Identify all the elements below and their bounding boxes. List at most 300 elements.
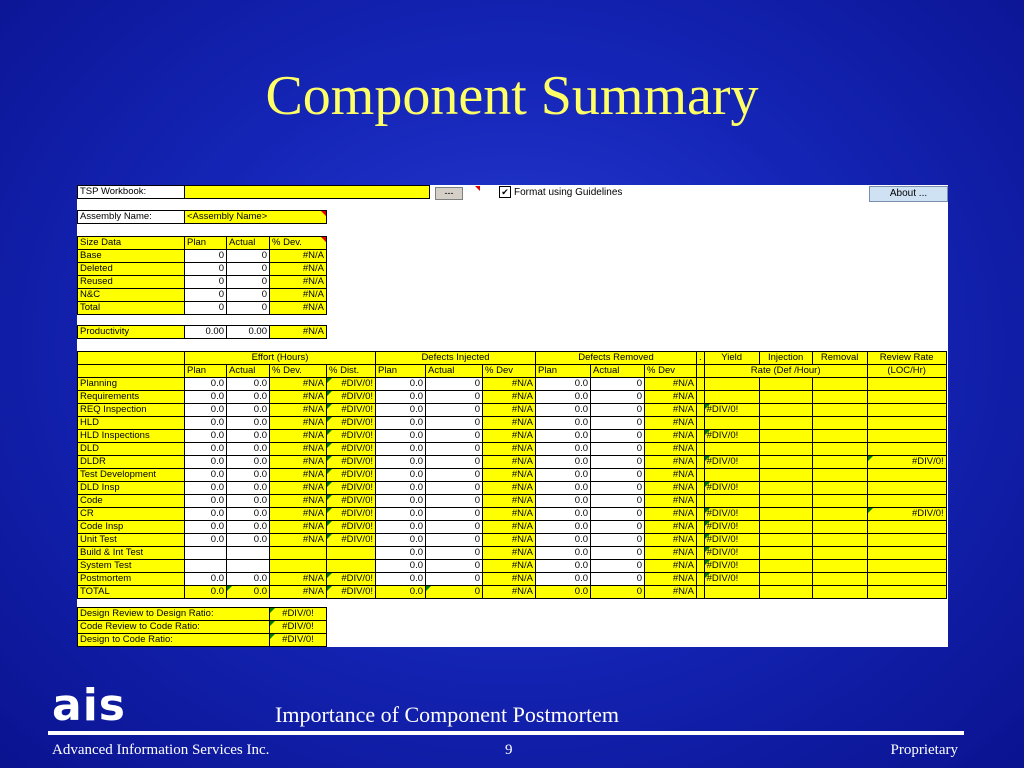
cell bbox=[867, 495, 946, 508]
cell: 0.0 bbox=[536, 495, 591, 508]
injection-cell bbox=[759, 378, 812, 391]
cell: #N/A bbox=[483, 456, 536, 469]
row-label: DLD bbox=[78, 443, 185, 456]
cell bbox=[867, 430, 946, 443]
cell[interactable]: 0 bbox=[185, 276, 227, 289]
cell: #DIV/0! bbox=[704, 482, 759, 495]
table-row bbox=[78, 573, 947, 586]
cell: 0.0 bbox=[376, 521, 426, 534]
cell: 0.0 bbox=[185, 391, 227, 404]
spacer-cell bbox=[697, 404, 705, 417]
cell: 0.0 bbox=[536, 547, 591, 560]
ais-logo: ais bbox=[52, 680, 126, 731]
cell: 0.0 bbox=[185, 586, 227, 599]
size-data-table bbox=[77, 236, 327, 315]
cell: 0.0 bbox=[376, 404, 426, 417]
injection-cell bbox=[759, 443, 812, 456]
size-header: Actual bbox=[227, 237, 270, 250]
cell: 0 bbox=[591, 404, 645, 417]
cell: 0 bbox=[426, 521, 483, 534]
cell bbox=[812, 534, 867, 547]
spacer-cell bbox=[697, 365, 705, 378]
assembly-table bbox=[77, 210, 327, 224]
cell bbox=[270, 560, 327, 573]
cell: #DIV/0! bbox=[327, 456, 376, 469]
cell bbox=[704, 378, 759, 391]
cell: 0.0 bbox=[536, 391, 591, 404]
cell: 0 bbox=[591, 495, 645, 508]
cell bbox=[704, 586, 759, 599]
cell: #DIV/0! bbox=[867, 456, 946, 469]
cell: 0 bbox=[591, 378, 645, 391]
cell: 0.0 bbox=[227, 521, 270, 534]
cell: #N/A bbox=[270, 391, 327, 404]
footer-company: Advanced Information Services Inc. bbox=[52, 742, 270, 758]
cell: 0.0 bbox=[185, 430, 227, 443]
workbook-table bbox=[77, 185, 430, 199]
cell: #DIV/0! bbox=[327, 417, 376, 430]
cell: 0 bbox=[426, 404, 483, 417]
cell: #DIV/0! bbox=[327, 495, 376, 508]
sub-header: % Dev. bbox=[270, 365, 327, 378]
row-label: Base bbox=[78, 250, 185, 263]
sub-header: Actual bbox=[426, 365, 483, 378]
cell: #N/A bbox=[270, 495, 327, 508]
injection-cell bbox=[759, 417, 812, 430]
cell: #DIV/0! bbox=[327, 443, 376, 456]
row-label: Code Insp bbox=[78, 521, 185, 534]
cell: #N/A bbox=[483, 508, 536, 521]
injection-cell bbox=[759, 547, 812, 560]
group-header: Effort (Hours) bbox=[185, 352, 376, 365]
sub-header: % Dev bbox=[483, 365, 536, 378]
cell: 0.0 bbox=[185, 534, 227, 547]
cell: 0 bbox=[591, 417, 645, 430]
table-row bbox=[78, 534, 947, 547]
spacer-cell bbox=[697, 495, 705, 508]
cell bbox=[867, 378, 946, 391]
spacer-cell bbox=[697, 560, 705, 573]
cell: #DIV/0! bbox=[704, 573, 759, 586]
cell: 0.0 bbox=[185, 521, 227, 534]
cell bbox=[185, 560, 227, 573]
cell bbox=[867, 391, 946, 404]
cell: #N/A bbox=[645, 430, 697, 443]
cell: #N/A bbox=[645, 378, 697, 391]
cell: 0 bbox=[591, 508, 645, 521]
sub-header: Actual bbox=[591, 365, 645, 378]
cell: #N/A bbox=[483, 391, 536, 404]
cell bbox=[867, 521, 946, 534]
cell: #N/A bbox=[483, 417, 536, 430]
cell: 0 bbox=[591, 456, 645, 469]
sub-header: % Dist. bbox=[327, 365, 376, 378]
cell: #N/A bbox=[483, 404, 536, 417]
cell[interactable]: 0 bbox=[227, 302, 270, 315]
ratio-row bbox=[78, 608, 327, 621]
cell bbox=[812, 560, 867, 573]
spacer-cell bbox=[697, 456, 705, 469]
cell: #N/A bbox=[645, 560, 697, 573]
cell[interactable]: 0 bbox=[227, 250, 270, 263]
cell: #DIV/0! bbox=[704, 430, 759, 443]
about-button[interactable]: About ... bbox=[869, 186, 948, 202]
ratio-row bbox=[78, 634, 327, 647]
ratio-value: #DIV/0! bbox=[270, 608, 327, 621]
cell: #N/A bbox=[483, 378, 536, 391]
cell: #N/A bbox=[483, 443, 536, 456]
cell: #N/A bbox=[645, 391, 697, 404]
cell: #DIV/0! bbox=[327, 391, 376, 404]
cell: #N/A bbox=[645, 495, 697, 508]
ratio-label: Design Review to Design Ratio: bbox=[78, 608, 270, 621]
row-label: CR bbox=[78, 508, 185, 521]
cell: #DIV/0! bbox=[704, 547, 759, 560]
cell: 0.0 bbox=[376, 573, 426, 586]
cell: 0.0 bbox=[536, 508, 591, 521]
table-row bbox=[78, 586, 947, 599]
cell: #N/A bbox=[270, 469, 327, 482]
cell bbox=[867, 534, 946, 547]
cell: #N/A bbox=[270, 573, 327, 586]
row-label: HLD bbox=[78, 417, 185, 430]
format-guidelines-checkbox[interactable] bbox=[499, 186, 622, 199]
cell: #N/A bbox=[270, 404, 327, 417]
cell: 0.0 bbox=[185, 456, 227, 469]
injection-cell bbox=[759, 391, 812, 404]
cell[interactable]: 0 bbox=[227, 263, 270, 276]
table-row bbox=[78, 430, 947, 443]
ratio-table bbox=[77, 607, 327, 647]
cell: #N/A bbox=[270, 378, 327, 391]
cell: 0 bbox=[426, 482, 483, 495]
spacer-cell bbox=[697, 378, 705, 391]
cell: 0.0 bbox=[376, 560, 426, 573]
cell bbox=[327, 560, 376, 573]
cell: #N/A bbox=[270, 289, 327, 302]
cell bbox=[812, 521, 867, 534]
cell: 0 bbox=[426, 430, 483, 443]
injection-cell bbox=[759, 508, 812, 521]
cell: 0 bbox=[426, 417, 483, 430]
table-row bbox=[78, 443, 947, 456]
cell bbox=[327, 547, 376, 560]
cell: 0.0 bbox=[227, 443, 270, 456]
cell bbox=[867, 560, 946, 573]
cell: 0.0 bbox=[227, 469, 270, 482]
cell: #DIV/0! bbox=[704, 534, 759, 547]
group-header: Removal bbox=[812, 352, 867, 365]
cell: 0 bbox=[591, 443, 645, 456]
ratio-value: #DIV/0! bbox=[270, 634, 327, 647]
group-header: Yield bbox=[704, 352, 759, 365]
row-label: HLD Inspections bbox=[78, 430, 185, 443]
cell: 0.0 bbox=[185, 469, 227, 482]
cell: 0 bbox=[591, 560, 645, 573]
cell: 0 bbox=[426, 495, 483, 508]
table-row bbox=[78, 276, 327, 289]
cell: 0.0 bbox=[185, 508, 227, 521]
cell bbox=[867, 482, 946, 495]
cell: #DIV/0! bbox=[327, 573, 376, 586]
comment-marker bbox=[475, 186, 480, 191]
cell: 0.0 bbox=[227, 482, 270, 495]
spacer-cell bbox=[697, 430, 705, 443]
cell: 0.0 bbox=[376, 495, 426, 508]
cell: 0.0 bbox=[227, 404, 270, 417]
productivity-cell: 0.00 bbox=[227, 326, 270, 339]
cell: 0.0 bbox=[536, 417, 591, 430]
cell: #N/A bbox=[483, 495, 536, 508]
cell: 0 bbox=[591, 469, 645, 482]
cell bbox=[867, 469, 946, 482]
corner-cell bbox=[78, 365, 185, 378]
cell: 0.0 bbox=[536, 560, 591, 573]
cell: #N/A bbox=[483, 482, 536, 495]
cell bbox=[704, 391, 759, 404]
cell: 0.0 bbox=[227, 417, 270, 430]
cell: #N/A bbox=[270, 521, 327, 534]
injection-cell bbox=[759, 560, 812, 573]
cell bbox=[227, 560, 270, 573]
cell: 0 bbox=[426, 534, 483, 547]
group-header: Defects Removed bbox=[536, 352, 697, 365]
cell: #DIV/0! bbox=[327, 378, 376, 391]
cell: #N/A bbox=[645, 508, 697, 521]
cell bbox=[867, 443, 946, 456]
table-row bbox=[78, 456, 947, 469]
cell: 0.0 bbox=[227, 586, 270, 599]
cell: 0.0 bbox=[185, 573, 227, 586]
cell: 0.0 bbox=[536, 586, 591, 599]
cell: 0.0 bbox=[227, 508, 270, 521]
group-header: Defects Injected bbox=[376, 352, 536, 365]
injection-cell bbox=[759, 404, 812, 417]
table-row bbox=[78, 469, 947, 482]
cell: 0.0 bbox=[536, 456, 591, 469]
cell: #N/A bbox=[270, 508, 327, 521]
cell: 0 bbox=[426, 560, 483, 573]
cell: 0.0 bbox=[185, 378, 227, 391]
cell: 0.0 bbox=[376, 586, 426, 599]
workbook-browse-button[interactable]: --- bbox=[435, 187, 463, 200]
cell: 0 bbox=[426, 573, 483, 586]
cell[interactable]: 0 bbox=[185, 263, 227, 276]
row-label: Unit Test bbox=[78, 534, 185, 547]
cell: 0.0 bbox=[227, 573, 270, 586]
cell: 0.0 bbox=[376, 482, 426, 495]
table-row bbox=[78, 263, 327, 276]
table-row bbox=[78, 547, 947, 560]
cell bbox=[867, 417, 946, 430]
group-header: Review Rate bbox=[867, 352, 946, 365]
cell: #DIV/0! bbox=[704, 508, 759, 521]
row-label: REQ Inspection bbox=[78, 404, 185, 417]
cell: 0.0 bbox=[185, 495, 227, 508]
cell bbox=[812, 495, 867, 508]
injection-cell bbox=[759, 482, 812, 495]
injection-cell bbox=[759, 469, 812, 482]
cell: #N/A bbox=[270, 443, 327, 456]
cell: 0.0 bbox=[376, 456, 426, 469]
cell: 0.0 bbox=[376, 391, 426, 404]
cell: 0.0 bbox=[227, 495, 270, 508]
spacer-cell bbox=[697, 391, 705, 404]
cell: #DIV/0! bbox=[327, 534, 376, 547]
cell: #N/A bbox=[645, 456, 697, 469]
cell: 0.0 bbox=[376, 547, 426, 560]
checkbox-label: Format using Guidelines bbox=[514, 187, 623, 198]
cell bbox=[812, 508, 867, 521]
cell: #N/A bbox=[645, 547, 697, 560]
cell bbox=[812, 456, 867, 469]
cell: #DIV/0! bbox=[704, 456, 759, 469]
row-label: Requirements bbox=[78, 391, 185, 404]
cell: #N/A bbox=[270, 586, 327, 599]
cell: #N/A bbox=[645, 469, 697, 482]
sub-header: % Dev bbox=[645, 365, 697, 378]
cell bbox=[704, 417, 759, 430]
group-header: Injection bbox=[759, 352, 812, 365]
cell: 0 bbox=[591, 391, 645, 404]
table-row bbox=[78, 482, 947, 495]
row-label: Test Development bbox=[78, 469, 185, 482]
cell[interactable]: 0 bbox=[185, 302, 227, 315]
table-row bbox=[78, 378, 947, 391]
size-header: Size Data bbox=[78, 237, 185, 250]
checkbox-box[interactable]: ✔ bbox=[499, 186, 511, 198]
cell: 0.0 bbox=[536, 430, 591, 443]
cell: 0 bbox=[591, 521, 645, 534]
workbook-input[interactable] bbox=[185, 186, 430, 199]
cell: 0.0 bbox=[536, 469, 591, 482]
sub-header: Plan bbox=[185, 365, 227, 378]
row-label: TOTAL bbox=[78, 586, 185, 599]
cell bbox=[812, 482, 867, 495]
injection-cell bbox=[759, 586, 812, 599]
cell bbox=[704, 469, 759, 482]
cell: #N/A bbox=[270, 456, 327, 469]
cell[interactable]: 0 bbox=[227, 289, 270, 302]
cell: 0 bbox=[591, 573, 645, 586]
cell[interactable]: 0 bbox=[185, 250, 227, 263]
cell bbox=[867, 547, 946, 560]
cell: 0.0 bbox=[536, 443, 591, 456]
cell: #DIV/0! bbox=[327, 508, 376, 521]
cell bbox=[812, 573, 867, 586]
ratio-label: Design to Code Ratio: bbox=[78, 634, 270, 647]
cell: 0 bbox=[591, 482, 645, 495]
cell: #N/A bbox=[270, 276, 327, 289]
cell bbox=[812, 404, 867, 417]
cell bbox=[270, 547, 327, 560]
spacer-cell bbox=[697, 469, 705, 482]
cell bbox=[867, 404, 946, 417]
row-label: Deleted bbox=[78, 263, 185, 276]
cell: #N/A bbox=[483, 534, 536, 547]
cell bbox=[812, 443, 867, 456]
component-summary-table bbox=[77, 351, 947, 599]
cell: 0 bbox=[426, 469, 483, 482]
cell: #N/A bbox=[645, 443, 697, 456]
row-label: System Test bbox=[78, 560, 185, 573]
cell: #DIV/0! bbox=[704, 404, 759, 417]
assembly-label: Assembly Name: bbox=[78, 211, 185, 224]
cell: #N/A bbox=[270, 250, 327, 263]
table-row bbox=[78, 391, 947, 404]
table-row bbox=[78, 302, 327, 315]
sub-header: Plan bbox=[376, 365, 426, 378]
page-number: 9 bbox=[505, 742, 513, 758]
row-label: Total bbox=[78, 302, 185, 315]
cell: #N/A bbox=[645, 404, 697, 417]
cell: #N/A bbox=[645, 573, 697, 586]
cell: #N/A bbox=[645, 482, 697, 495]
cell: 0.0 bbox=[536, 573, 591, 586]
injection-cell bbox=[759, 495, 812, 508]
cell bbox=[227, 547, 270, 560]
cell: 0 bbox=[426, 391, 483, 404]
cell: #DIV/0! bbox=[327, 469, 376, 482]
cell: #DIV/0! bbox=[867, 508, 946, 521]
table-row bbox=[78, 560, 947, 573]
table-row bbox=[78, 250, 327, 263]
cell: 0.0 bbox=[185, 404, 227, 417]
cell: 0.0 bbox=[227, 378, 270, 391]
injection-cell bbox=[759, 521, 812, 534]
cell: 0 bbox=[426, 456, 483, 469]
row-label: Code bbox=[78, 495, 185, 508]
cell[interactable]: 0 bbox=[185, 289, 227, 302]
cell: 0.0 bbox=[185, 443, 227, 456]
cell bbox=[704, 495, 759, 508]
cell: 0.0 bbox=[227, 391, 270, 404]
cell: #N/A bbox=[270, 482, 327, 495]
cell: #N/A bbox=[483, 469, 536, 482]
cell[interactable]: 0 bbox=[227, 276, 270, 289]
productivity-label: Productivity bbox=[78, 326, 185, 339]
cell: 0.0 bbox=[536, 521, 591, 534]
cell bbox=[812, 417, 867, 430]
cell: #N/A bbox=[270, 263, 327, 276]
cell: 0.0 bbox=[376, 378, 426, 391]
cell: 0 bbox=[591, 586, 645, 599]
cell: #N/A bbox=[483, 586, 536, 599]
spacer-cell bbox=[697, 534, 705, 547]
table-row bbox=[78, 508, 947, 521]
size-header: % Dev. bbox=[270, 237, 327, 250]
cell: #N/A bbox=[483, 573, 536, 586]
cell: #DIV/0! bbox=[704, 521, 759, 534]
cell bbox=[812, 378, 867, 391]
cell: 0 bbox=[426, 508, 483, 521]
cell: 0.0 bbox=[376, 508, 426, 521]
cell: 0.0 bbox=[376, 469, 426, 482]
cell: #N/A bbox=[645, 521, 697, 534]
cell: 0.0 bbox=[536, 482, 591, 495]
workbook-label: TSP Workbook: bbox=[78, 186, 185, 199]
corner-cell bbox=[78, 352, 185, 365]
cell: #N/A bbox=[270, 302, 327, 315]
sub-header: Plan bbox=[536, 365, 591, 378]
footer-divider bbox=[48, 731, 964, 735]
row-label: Build & Int Test bbox=[78, 547, 185, 560]
cell: 0.0 bbox=[185, 482, 227, 495]
spacer-cell bbox=[697, 521, 705, 534]
assembly-input[interactable]: <Assembly Name> bbox=[185, 211, 327, 224]
table-row bbox=[78, 495, 947, 508]
cell: #N/A bbox=[483, 547, 536, 560]
